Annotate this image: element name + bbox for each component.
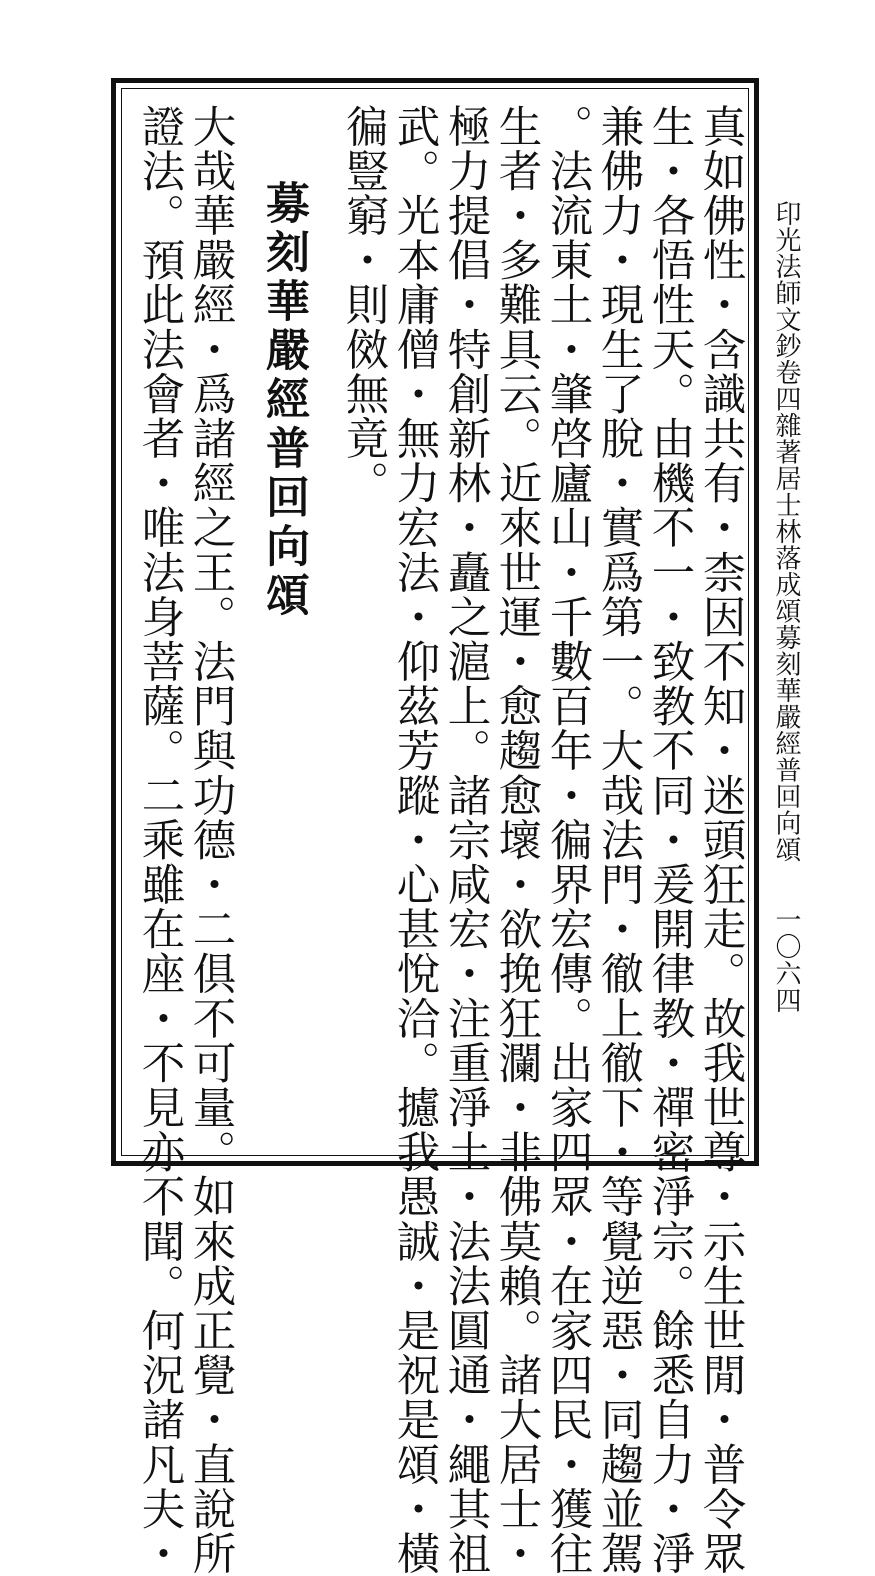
- text-column-8: 徧豎窮・則傚無竟。: [338, 104, 389, 506]
- article-title-1: 居士林落成頌: [771, 465, 801, 624]
- running-header: [773, 200, 799, 863]
- article-title-2: 募刻華嚴經普回向頌: [771, 624, 801, 863]
- text-column-7: 武。光本庸僧・無力宏法・仰茲芳蹤・心甚悅洽。攄我愚誠・是祝是頌・橫: [389, 104, 440, 1576]
- section-title: 雜著: [771, 412, 801, 465]
- text-column-2: 生・各悟性天。由機不一・致教不同・爰開律教・禪密淨宗。餘悉自力・淨: [644, 104, 695, 1576]
- text-column-5: 生者・多難具云。近來世運・愈趨愈壞・欲挽狂瀾・非佛莫賴。諸大居士・: [491, 104, 542, 1576]
- book-title: 印光法師文鈔卷四: [771, 200, 801, 412]
- article-heading: 募刻華嚴經普回向頌: [258, 180, 309, 621]
- page-number: 一〇六四: [771, 906, 801, 1014]
- text-column-4: 。法流東土・肇啓廬山・千數百年・徧界宏傳。出家四眾・在家四民・獲往: [542, 104, 593, 1576]
- text-column-3: 兼佛力・現生了脫・實爲第一。大哉法門・徹上徹下・等覺逆惡・同趨並駕: [593, 104, 644, 1576]
- text-column-6: 極力提倡・特創新林・矗之滬上。諸宗咸宏・注重淨土・法法圓通・繩其祖: [440, 104, 491, 1576]
- text-column-10: 證法。預此法會者・唯法身菩薩。二乘雖在座・不見亦不聞。何況諸凡夫・: [134, 104, 185, 1576]
- text-column-9: 大哉華嚴經・爲諸經之王。法門與功德・二俱不可量。如來成正覺・直說所: [185, 104, 236, 1576]
- text-column-1: 真如佛性・含識共有・柰因不知・迷頭狂走。故我世尊・示生世閒・普令眾: [695, 104, 746, 1576]
